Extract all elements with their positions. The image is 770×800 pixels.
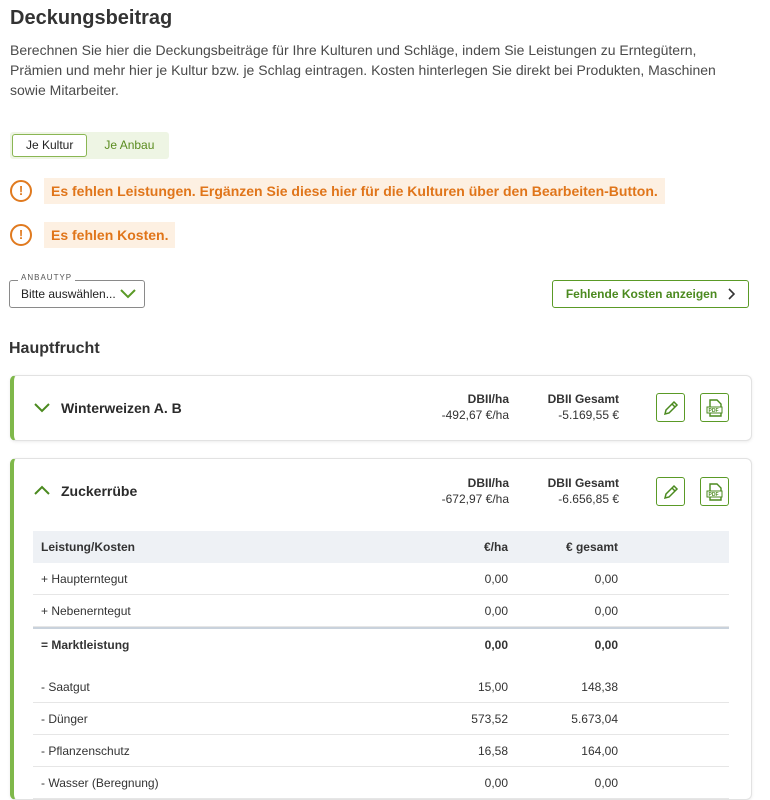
anbautyp-value: Bitte auswählen... [21, 287, 116, 301]
row-total: 0,00 [594, 775, 618, 790]
pdf-export-button[interactable] [700, 477, 729, 506]
row-label: = Marktleistung [41, 637, 130, 652]
row-per-ha: 573,52 [471, 711, 508, 726]
row-per-ha: 0,00 [484, 775, 508, 790]
row-per-ha: 0,00 [484, 603, 508, 618]
table-row [33, 671, 729, 703]
row-total: 0,00 [594, 637, 618, 652]
kpi-value: -492,67 €/ha [441, 408, 509, 422]
kpi-value: -6.656,85 € [558, 492, 619, 506]
chevron-down-icon[interactable] [34, 402, 50, 413]
row-label: - Wasser (Beregnung) [41, 775, 159, 790]
kpi-value: -5.169,55 € [558, 408, 619, 422]
cost-table [33, 531, 729, 799]
tab-je-anbau[interactable]: Je Anbau [104, 138, 155, 152]
kpi-label: DBII Gesamt [547, 476, 619, 490]
anbautyp-select[interactable] [9, 273, 145, 308]
table-row [33, 563, 729, 595]
kpi-label: DBII/ha [467, 392, 509, 406]
kpi-dbii-gesamt [519, 475, 619, 507]
row-total: 0,00 [594, 571, 618, 586]
row-total: 0,00 [594, 603, 618, 618]
crop-card-winterweizen [10, 375, 752, 441]
row-label: - Pflanzenschutz [41, 743, 130, 758]
row-per-ha: 15,00 [477, 679, 508, 694]
alert-message: Es fehlen Leistungen. Ergänzen Sie diese hier für die Kulturen über den Bearbeiten-Button. [44, 178, 665, 204]
svg-text:PDF: PDF [708, 407, 718, 414]
section-title: Hauptfrucht [9, 340, 100, 357]
kpi-value: -672,97 €/ha [441, 492, 509, 506]
table-row [33, 703, 729, 735]
table-header [33, 531, 729, 563]
crop-card-zuckerruebe [10, 458, 752, 800]
kpi-dbii-ha [414, 475, 509, 507]
tab-je-kultur[interactable]: Je Kultur [12, 134, 87, 157]
kpi-label: DBII/ha [467, 476, 509, 490]
table-row-subtotal [33, 627, 729, 660]
anbautyp-label: ANBAUTYP [18, 273, 75, 282]
show-missing-costs-label: Fehlende Kosten anzeigen [565, 287, 718, 301]
page-description: Berechnen Sie hier die Deckungsbeiträge für Ihre Kulturen und Schläge, indem Sie Leistungen zu Erntegütern, Prämien und mehr hier je Kultur bzw. je Schlag eintragen. Kosten hinterlegen Sie direkt bei Produkten, Maschinen sowie Mitarbeiter. [10, 42, 716, 98]
row-total: 164,00 [581, 743, 618, 758]
chevron-down-icon [120, 287, 136, 299]
chevron-up-icon[interactable] [34, 485, 50, 496]
alert-message: Es fehlen Kosten. [44, 222, 175, 248]
table-row [33, 595, 729, 627]
edit-button[interactable] [656, 477, 685, 506]
view-toggle [10, 132, 169, 159]
pdf-export-button[interactable] [700, 393, 729, 422]
row-label: - Saatgut [41, 679, 90, 694]
warning-circle-icon: ! [10, 224, 32, 246]
svg-text:PDF: PDF [708, 491, 718, 498]
header-per-ha: €/ha [483, 540, 508, 554]
row-per-ha: 0,00 [484, 571, 508, 586]
pencil-icon [662, 399, 680, 417]
crop-name: Zuckerrübe [61, 483, 138, 499]
table-row [33, 767, 729, 799]
kpi-dbii-ha [414, 391, 509, 423]
row-total: 5.673,04 [571, 711, 618, 726]
kpi-label: DBII Gesamt [547, 392, 619, 406]
row-label: - Dünger [41, 711, 88, 726]
row-label: + Nebenerntegut [41, 603, 131, 618]
warning-circle-icon: ! [10, 180, 32, 202]
row-total: 148,38 [581, 679, 618, 694]
pencil-icon [662, 483, 680, 501]
pdf-icon [705, 482, 725, 502]
row-per-ha: 0,00 [484, 637, 508, 652]
kpi-dbii-gesamt [519, 391, 619, 423]
row-label: + Haupterntegut [41, 571, 128, 586]
alert-missing-costs [10, 222, 175, 248]
page-title: Deckungsbeitrag [10, 7, 173, 29]
table-row [33, 735, 729, 767]
pdf-icon [705, 398, 725, 418]
edit-button[interactable] [656, 393, 685, 422]
row-per-ha: 16,58 [477, 743, 508, 758]
crop-name: Winterweizen A. B [61, 400, 182, 416]
alert-missing-revenue [10, 178, 665, 204]
chevron-right-icon [727, 288, 735, 300]
header-leistung-kosten: Leistung/Kosten [41, 540, 136, 554]
show-missing-costs-button[interactable] [552, 280, 749, 308]
header-gesamt: € gesamt [565, 540, 618, 554]
